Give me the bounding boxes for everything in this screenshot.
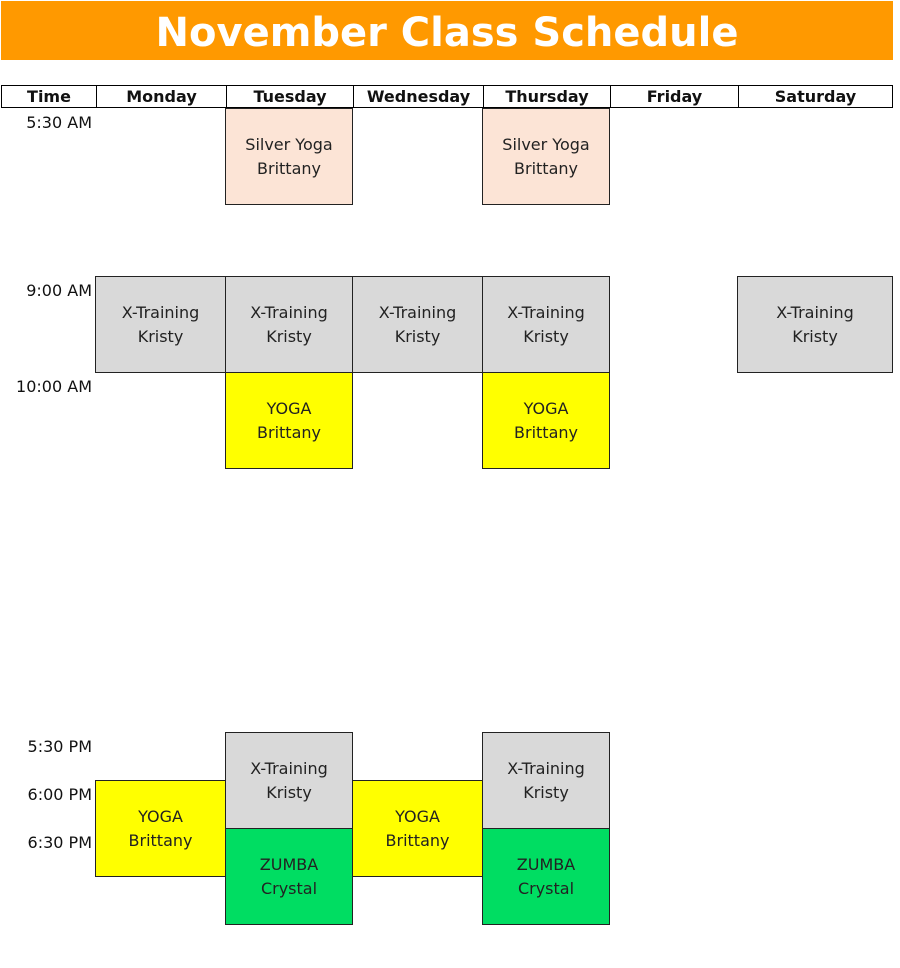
header-day-thursday: Thursday — [483, 85, 610, 108]
page-title: November Class Schedule — [155, 10, 739, 56]
class-block — [352, 780, 483, 877]
class-name: X-Training — [776, 302, 854, 322]
time-label: 10:00 AM — [16, 377, 92, 396]
class-name: YOGA — [523, 398, 569, 418]
class-instructor: Kristy — [523, 326, 569, 346]
class-block — [225, 108, 353, 205]
class-name: ZUMBA — [516, 854, 576, 874]
class-name: ZUMBA — [259, 854, 319, 874]
class-block — [225, 828, 353, 925]
class-instructor: Kristy — [266, 326, 312, 346]
class-block — [482, 108, 610, 205]
time-label: 6:30 PM — [27, 833, 92, 852]
class-name: X-Training — [378, 302, 457, 322]
class-block — [225, 732, 353, 829]
class-block — [225, 372, 353, 469]
header-time: Time — [1, 85, 96, 108]
class-block — [95, 276, 226, 373]
class-instructor: Brittany — [385, 830, 450, 850]
class-instructor: Brittany — [514, 422, 578, 442]
class-name: X-Training — [507, 758, 585, 778]
class-instructor: Kristy — [394, 326, 441, 346]
time-label: 5:30 PM — [27, 737, 92, 756]
header-day-monday: Monday — [96, 85, 226, 108]
class-name: X-Training — [507, 302, 585, 322]
class-block — [482, 372, 610, 469]
time-label: 6:00 PM — [27, 785, 92, 804]
class-name: X-Training — [250, 758, 328, 778]
class-instructor: Brittany — [514, 158, 578, 178]
header-day-wednesday: Wednesday — [353, 85, 483, 108]
title-bar — [1, 1, 893, 60]
class-block — [482, 276, 610, 373]
class-name: X-Training — [121, 302, 200, 322]
class-instructor: Kristy — [137, 326, 184, 346]
class-instructor: Crystal — [260, 878, 318, 898]
class-instructor: Crystal — [517, 878, 575, 898]
class-name: YOGA — [266, 398, 312, 418]
class-name: Silver Yoga — [245, 134, 333, 154]
header-day-saturday: Saturday — [738, 85, 893, 108]
class-block — [352, 276, 483, 373]
class-block — [482, 732, 610, 829]
class-name: YOGA — [138, 806, 183, 826]
class-instructor: Kristy — [792, 326, 838, 346]
class-instructor: Brittany — [257, 422, 321, 442]
class-name: Silver Yoga — [502, 134, 590, 154]
class-name: X-Training — [250, 302, 328, 322]
class-instructor: Brittany — [257, 158, 321, 178]
time-label: 5:30 AM — [26, 113, 92, 132]
class-instructor: Brittany — [128, 830, 193, 850]
class-block — [482, 828, 610, 925]
class-name: YOGA — [395, 806, 440, 826]
time-label: 9:00 AM — [26, 281, 92, 300]
header-day-tuesday: Tuesday — [226, 85, 353, 108]
header-day-friday: Friday — [610, 85, 738, 108]
class-instructor: Kristy — [266, 782, 312, 802]
class-block — [225, 276, 353, 373]
class-instructor: Kristy — [523, 782, 569, 802]
class-block — [737, 276, 893, 373]
class-block — [95, 780, 226, 877]
